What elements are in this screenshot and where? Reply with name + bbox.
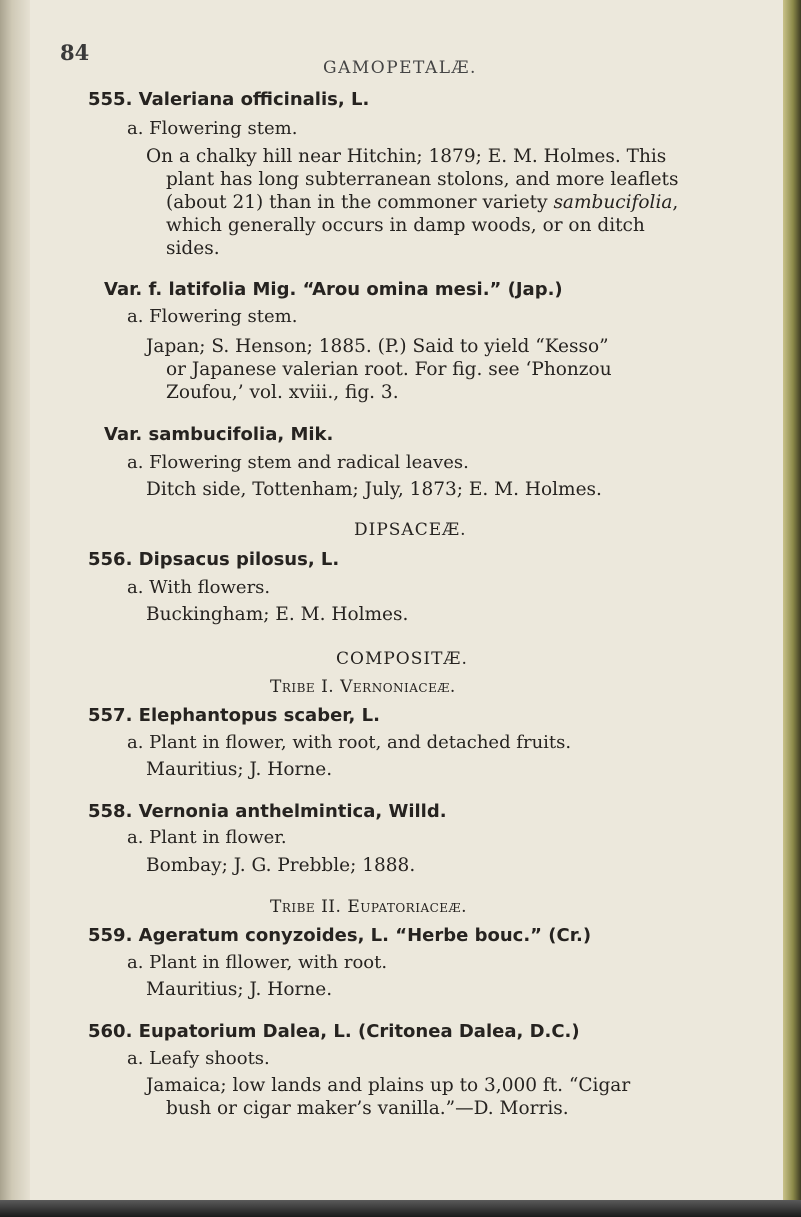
body-line: Mauritius; J. Horne.	[146, 759, 333, 780]
tribe-heading: Tribe II. Eupatoriaceæ.	[270, 897, 467, 917]
body-line: Zoufou,’ vol. xviii., fig. 3.	[166, 382, 399, 403]
item-label: a. Flowering stem.	[127, 306, 298, 327]
entry-heading: Var. sambucifolia, Mik.	[104, 424, 334, 445]
item-label: a. Leafy shoots.	[127, 1048, 270, 1069]
body-line: bush or cigar maker’s vanilla.”—D. Morris.	[166, 1098, 569, 1119]
binding-gutter	[0, 0, 30, 1217]
body-line: Ditch side, Tottenham; July, 1873; E. M. Holmes.	[146, 479, 602, 500]
section-heading: DIPSACEÆ.	[354, 520, 467, 540]
bottom-edge	[0, 1200, 801, 1217]
body-line: which generally occurs in damp woods, or on ditch	[166, 215, 645, 236]
body-line: Jamaica; low lands and plains up to 3,000 ft. “Cigar	[146, 1075, 631, 1096]
body-line: or Japanese valerian root. For fig. see ‘Phonzou	[166, 359, 612, 380]
entry-heading: 557. Elephantopus scaber, L.	[88, 705, 380, 726]
item-label: a. Plant in flower.	[127, 827, 287, 848]
running-head: GAMOPETALÆ.	[323, 58, 477, 78]
entry-heading: 558. Vernonia anthelmintica, Willd.	[88, 801, 447, 822]
entry-heading: Var. f. latifolia Mig. “Arou omina mesi.” (Jap.)	[104, 279, 563, 300]
entry-heading: 555. Valeriana officinalis, L.	[88, 89, 370, 110]
entry-heading: 559. Ageratum conyzoides, L. “Herbe bouc.” (Cr.)	[88, 925, 592, 946]
section-heading: COMPOSITÆ.	[336, 649, 468, 669]
body-line: plant has long subterranean stolons, and more leaflets	[166, 169, 679, 190]
page-edge	[783, 0, 801, 1200]
body-line: Bombay; J. G. Prebble; 1888.	[146, 855, 416, 876]
entry-heading: 556. Dipsacus pilosus, L.	[88, 549, 340, 570]
page-number: 84	[60, 40, 90, 65]
item-label: a. Flowering stem.	[127, 118, 298, 139]
item-label: a. Flowering stem and radical leaves.	[127, 452, 469, 473]
item-label: a. With flowers.	[127, 577, 271, 598]
body-line: Japan; S. Henson; 1885. (P.) Said to yield “Kesso”	[146, 336, 609, 357]
tribe-heading: Tribe I. Vernoniaceæ.	[270, 677, 456, 697]
body-line: sides.	[166, 238, 220, 259]
item-label: a. Plant in fllower, with root.	[127, 952, 388, 973]
body-line: Buckingham; E. M. Holmes.	[146, 604, 409, 625]
body-line: On a chalky hill near Hitchin; 1879; E. M. Holmes. This	[146, 146, 667, 167]
entry-heading: 560. Eupatorium Dalea, L. (Critonea Dalea, D.C.)	[88, 1021, 580, 1042]
body-line: Mauritius; J. Horne.	[146, 979, 333, 1000]
item-label: a. Plant in flower, with root, and detached fruits.	[127, 732, 572, 753]
body-line: (about 21) than in the commoner variety sambucifolia,	[166, 192, 679, 213]
